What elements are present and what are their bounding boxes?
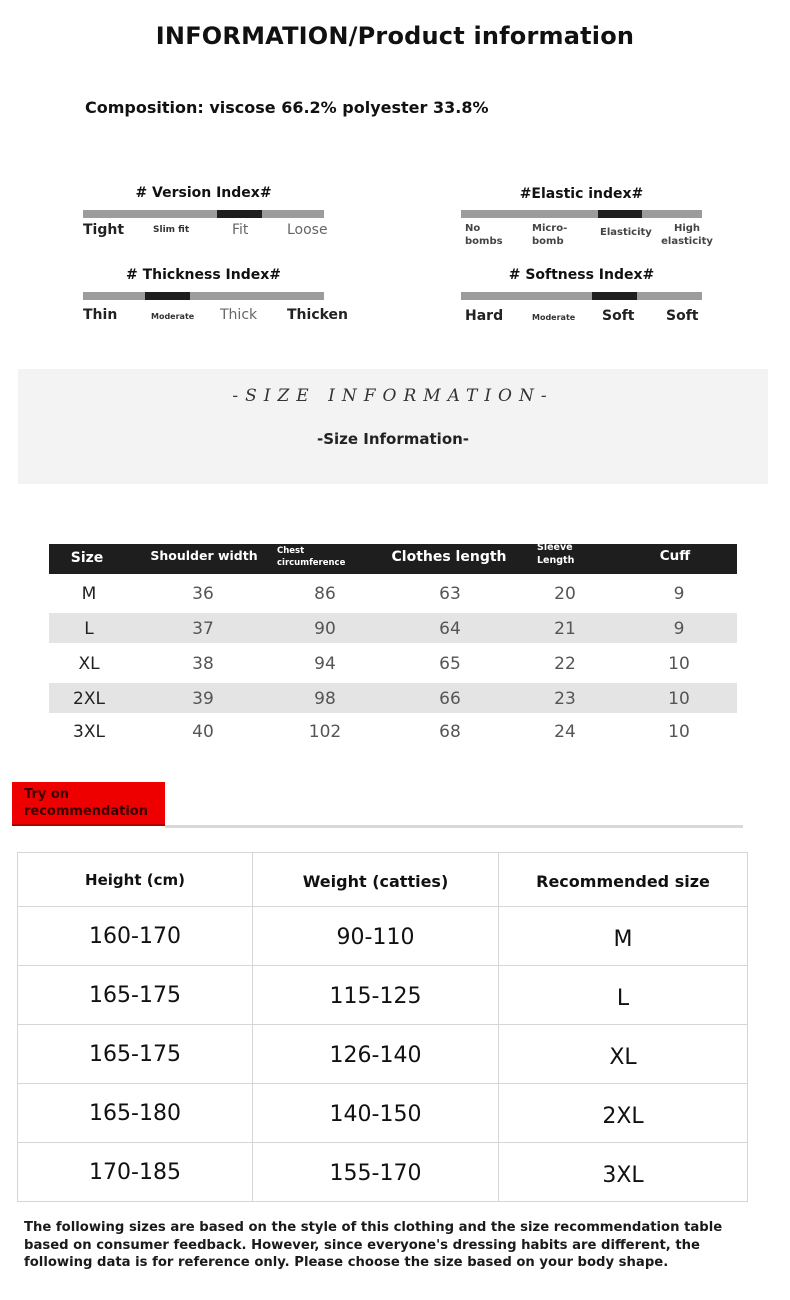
rec-cell-weight: 155-170 [253, 1143, 499, 1202]
version-label-slim-fit: Slim fit [153, 225, 190, 235]
size-table-header [49, 544, 737, 574]
recommendation-row [18, 966, 748, 1025]
size-header-chest-circumference: Chest circumference [277, 546, 346, 568]
rec-header-height: Height (cm) [18, 853, 253, 907]
size-cell: 68 [439, 722, 461, 742]
section-divider [165, 825, 743, 828]
size-table-row [49, 683, 737, 713]
size-information-title: -SIZE INFORMATION- [232, 386, 554, 406]
thickness-label-moderate: Moderate [151, 312, 195, 321]
elastic-index [461, 186, 713, 252]
rec-cell-height: 165-180 [18, 1084, 253, 1143]
thickness-index-title: # Thickness Index# [126, 267, 281, 283]
size-cell: 10 [668, 689, 690, 709]
size-cell: 40 [192, 722, 214, 742]
rec-cell-weight: 90-110 [253, 907, 499, 966]
size-cell: 86 [314, 584, 336, 604]
size-table-row [49, 716, 737, 746]
size-header-cuff: Cuff [659, 548, 691, 564]
rec-cell-size: 3XL [499, 1143, 748, 1202]
softness-label-hard: Hard [465, 308, 504, 324]
elastic-index-title: #Elastic index# [519, 186, 644, 202]
version-index-selected-segment [217, 210, 262, 218]
size-cell: 22 [554, 654, 576, 674]
version-index-bar [83, 210, 324, 218]
size-cell: 65 [439, 654, 461, 674]
size-cell: M [81, 584, 97, 604]
recommendation-table-header [18, 853, 748, 907]
size-cell: 9 [673, 619, 685, 639]
softness-index-bar [461, 292, 702, 300]
softness-index-title: # Softness Index# [508, 267, 655, 283]
size-cell: 94 [314, 654, 336, 674]
size-cell: 20 [554, 584, 576, 604]
softness-label-soft-1: Soft [602, 308, 635, 324]
size-header-sleeve-length: Sleeve Length [537, 542, 575, 566]
size-cell: 2XL [73, 689, 105, 709]
recommendation-row [18, 1143, 748, 1202]
size-cell: 64 [439, 619, 461, 639]
rec-header-size: Recommended size [499, 853, 748, 907]
softness-label-moderate: Moderate [532, 313, 576, 322]
size-cell: 63 [439, 584, 461, 604]
size-cell: 21 [554, 619, 576, 639]
softness-label-soft-2: Soft [666, 308, 699, 324]
size-information-banner [18, 369, 768, 484]
page-title: INFORMATION/Product information [155, 22, 635, 50]
elastic-label-high-elasticity: High elasticity [661, 223, 713, 247]
thickness-index [83, 267, 349, 327]
elastic-label-elasticity: Elasticity [600, 227, 652, 238]
rec-cell-weight: 126-140 [253, 1025, 499, 1084]
recommendation-row [18, 907, 748, 966]
size-cell: 24 [554, 722, 576, 742]
rec-cell-size: 2XL [499, 1084, 748, 1143]
size-table-row [49, 578, 737, 608]
rec-cell-height: 165-175 [18, 1025, 253, 1084]
size-cell: 66 [439, 689, 461, 709]
size-cell: 3XL [73, 722, 105, 742]
size-header-shoulder-width: Shoulder width [150, 548, 258, 563]
size-cell: 36 [192, 584, 214, 604]
recommendation-row [18, 1084, 748, 1143]
rec-cell-height: 160-170 [18, 907, 253, 966]
rec-cell-height: 165-175 [18, 966, 253, 1025]
size-table-row [49, 613, 737, 643]
elastic-label-no-bombs: No bombs [465, 223, 503, 247]
size-information-subtitle: -Size Information- [316, 430, 470, 448]
rec-cell-size: L [499, 966, 748, 1025]
rec-cell-size: XL [499, 1025, 748, 1084]
rec-cell-height: 170-185 [18, 1143, 253, 1202]
size-cell: 39 [192, 689, 214, 709]
size-cell: 23 [554, 689, 576, 709]
thickness-label-thin: Thin [83, 307, 118, 323]
rec-cell-weight: 140-150 [253, 1084, 499, 1143]
size-disclaimer: The following sizes are based on the style of this clothing and the size recommendation table based on consumer feedback. However, since everyone's dressing habits are different, the following data is for reference only. Please choose the size based on your body shape. [24, 1220, 723, 1270]
size-cell: 10 [668, 722, 690, 742]
version-index [83, 185, 328, 245]
try-on-recommendation-label: Try on recommendation [24, 787, 148, 819]
size-cell: 98 [314, 689, 336, 709]
size-cell: 102 [308, 722, 342, 742]
recommendation-row [18, 1025, 748, 1084]
elastic-label-micro-bomb: Micro-bomb [532, 223, 568, 247]
size-table-row [49, 648, 737, 678]
version-label-loose: Loose [287, 222, 328, 238]
softness-index-selected-segment [592, 292, 637, 300]
version-label-fit: Fit [232, 222, 249, 238]
composition-text: Composition: viscose 66.2% polyester 33.8% [85, 98, 489, 117]
size-cell: 10 [668, 654, 690, 674]
version-index-title: # Version Index# [135, 185, 272, 201]
elastic-index-selected-segment [598, 210, 642, 218]
thickness-label-thicken: Thicken [287, 307, 349, 323]
recommendation-table [17, 852, 748, 1202]
size-cell: XL [78, 654, 100, 674]
rec-cell-size: M [499, 907, 748, 966]
rec-cell-weight: 115-125 [253, 966, 499, 1025]
elastic-index-bar [461, 210, 702, 218]
size-header-clothes-length: Clothes length [391, 549, 507, 565]
thickness-index-bar [83, 292, 324, 300]
size-cell: 38 [192, 654, 214, 674]
thickness-label-thick: Thick [220, 307, 258, 323]
size-cell: 37 [192, 619, 214, 639]
size-cell: 90 [314, 619, 336, 639]
size-cell: L [84, 619, 94, 639]
thickness-index-selected-segment [145, 292, 190, 300]
version-label-tight: Tight [83, 222, 125, 238]
size-header-size: Size [70, 550, 104, 566]
try-on-recommendation-badge [12, 782, 165, 826]
rec-header-weight: Weight (catties) [253, 853, 499, 907]
size-cell: 9 [673, 584, 685, 604]
softness-index [461, 267, 702, 329]
